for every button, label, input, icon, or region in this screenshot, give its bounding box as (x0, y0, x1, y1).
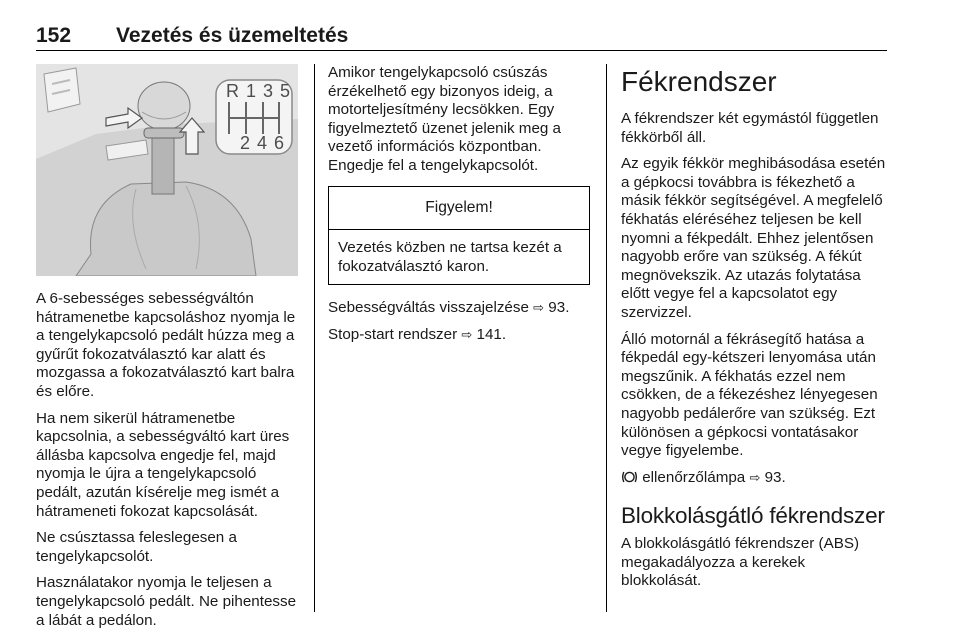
column-left (36, 64, 302, 638)
gear-pattern-bottom: 2 4 6 (240, 133, 286, 153)
arrow-right-icon: ⇨ (749, 469, 761, 485)
arrow-right-icon: ⇨ (533, 300, 545, 316)
paragraph: Ha nem sikerül hátramenetbe kapcsolnia, a sebességváltó kart üres állásba kapcsolva engedje fel, majd nyomja le újra a tengelykapcsoló pedált, azután kísérelje meg ismét a hátrameneti fokozat kapcsolását. (36, 409, 290, 520)
cross-reference[interactable] (621, 469, 887, 488)
reference-text: Sebességváltás visszajelzése (328, 299, 529, 317)
column-divider (314, 64, 315, 612)
paragraph: Az egyik fékkör meghibásodása esetén a gépkocsi továbbra is fékezhető a másik fékkör segítségével. A megfelelő fékhatás eléréséhez teljesen be kell nyomni a fékpedált. Ehhez jelentősen nagyobb erőre van szükség. A fékút megnövekszik. Az utazás folytatása előtt vegye fel a kapcsolatot egy szervizzel. (621, 155, 886, 321)
cross-reference[interactable] (328, 299, 590, 318)
paragraph: Álló motornál a fékrásegítő hatása a fékpedál egy-kétszeri lenyomása után megszűnik. A fékhatás ezzel nem csökken, de a fékezéshez lényegesen nagyobb pedálerőre van szükség. Ezt különösen a gépkocsi vontatásakor vegye figyelembe. (621, 330, 878, 460)
paragraph: Amikor tengelykapcsoló csúszás érzékelhető egy bizonyos ideig, a motorteljesítmény lecsökken. Egy figyelmeztető üzenet jelenik meg a vezető információs központban. Engedje fel a tengelykapcsolót. (328, 64, 562, 174)
reference-page: 93. (764, 468, 786, 486)
gear-shift-illustration (36, 64, 298, 276)
reference-text: ellenőrzőlámpa (642, 468, 746, 486)
paragraph: Ne csúsztassa feleslegesen a tengelykapcsolót. (36, 529, 237, 565)
paragraph: A 6-sebességes sebességváltón hátramenetbe kapcsoláshoz nyomja le a tengelykapcsoló pedált húzza meg a gyűrűt fokozatválasztó kar alatt és mozgassa a fokozatválasztó kart balra és előre. (36, 290, 296, 400)
section-heading: Blokkolásgátló fékrendszer (621, 503, 885, 529)
gear-pattern-top: R 1 3 5 (226, 81, 292, 101)
arrow-right-icon: ⇨ (461, 326, 473, 342)
cross-reference[interactable] (328, 326, 590, 345)
brake-warning-lamp-icon (621, 470, 638, 484)
column-middle (328, 64, 590, 353)
page-number: 152 (36, 24, 72, 47)
paragraph: Használatakor nyomja le teljesen a tengelykapcsoló pedált. Ne pihentesse a lábát a pedálon. (36, 574, 297, 629)
reference-page: 141. (476, 325, 507, 343)
reference-page: 93. (548, 299, 570, 317)
warning-title: Figyelem! (329, 187, 589, 231)
warning-text: Vezetés közben ne tartsa kezét a fokozatválasztó karon. (338, 239, 562, 275)
chapter-title: Vezetés és üzemeltetés (116, 24, 349, 47)
column-divider (606, 64, 607, 612)
paragraph: A fékrendszer két egymástól független fékkörből áll. (621, 110, 879, 146)
reference-text: Stop-start rendszer (328, 325, 458, 343)
page-header (36, 22, 887, 51)
section-heading: Fékrendszer (621, 66, 777, 97)
paragraph: A blokkolásgátló fékrendszer (ABS) megakadályozza a kerekek blokkolását. (621, 535, 860, 590)
column-right (621, 64, 887, 599)
warning-box (328, 186, 590, 286)
